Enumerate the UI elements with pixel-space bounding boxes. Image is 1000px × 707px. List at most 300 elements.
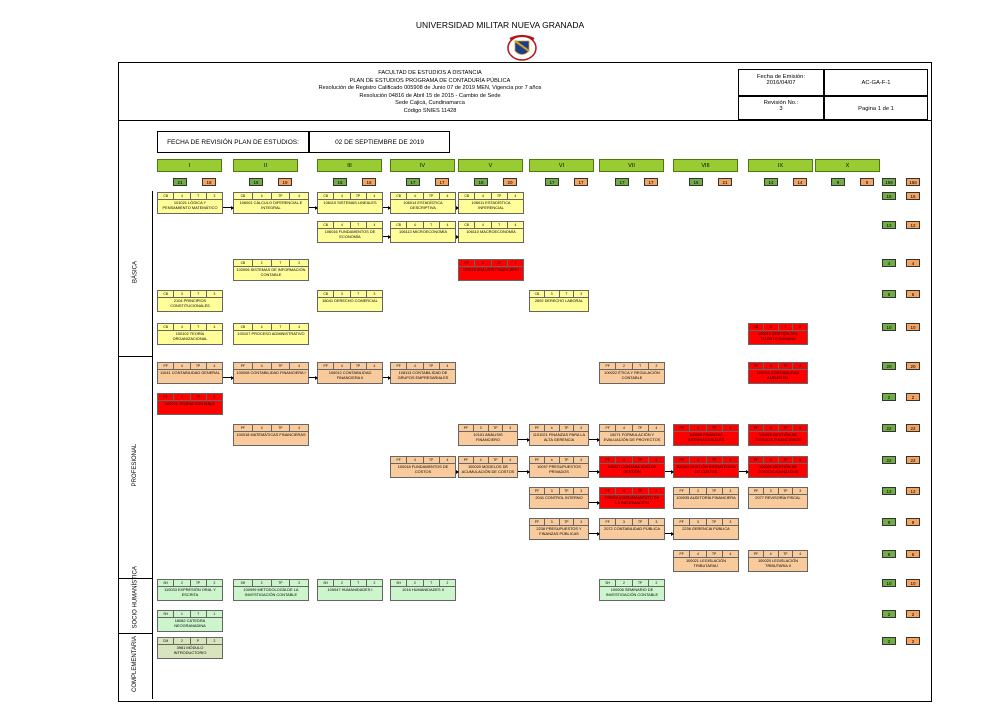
row-total-a: 22 [882,424,896,432]
course-attribute: 4 [298,364,301,368]
course-card [748,456,808,478]
course-name: 102006 SISTEMAS DE INFORMACIÓN CONTABLE [236,267,306,277]
course-card [529,518,589,540]
row-total-a: 12 [882,221,896,229]
course-attribute: SH [158,611,174,617]
course-attribute: 3 [509,426,512,430]
course-attribute: TP [560,519,575,525]
course-attribute: 4 [545,457,560,463]
course-name: 100021 LEGISLACIÓN TRIBUTARIA I [685,558,726,568]
course-attribute: 2 [213,639,216,643]
course-name: 100022 ÉTICA Y REGULACIÓN CONTABLE [604,370,660,380]
university-seal-icon [505,33,539,61]
course-attribute: CB [234,324,253,330]
course-attribute: T [492,222,508,228]
course-attribute: 4 [334,193,350,199]
course-attribute: CB [391,222,407,228]
prerequisite-arrow [589,533,599,534]
course-attribute: 4 [407,363,423,369]
course-attribute: 4 [446,458,449,462]
course-attribute: 3 [764,324,779,330]
course-attribute: 4 [373,364,376,368]
course-attribute: T [424,222,440,228]
course-card [390,362,456,384]
course-attributes [674,519,738,526]
prerequisite-arrow [223,377,233,378]
course-attribute: P [191,638,207,644]
course-attribute: CM [158,638,174,644]
course-attribute: TP [272,425,291,431]
semester-credits-b: 16 [362,178,376,186]
course-attribute: 3 [474,425,489,431]
course-attribute: CB [391,193,407,199]
semester-credits-a: 18 [249,178,263,186]
course-name: 100020 GESTIÓN DE RIESGOS FINANCIEROS [755,432,801,442]
course-attribute: 4 [213,325,216,329]
course-attribute: 4 [690,457,706,463]
course-attribute: 4 [509,458,512,462]
course-name: 100020 MODELOS DE ACUMULACIÓN DE COSTOS [461,464,515,474]
course-name: 110033 EXPRESIÓN ORAL Y ESCRITA [164,587,216,597]
area-label: BÁSICA [132,260,138,283]
header-divider [118,120,932,121]
course-attribute: CB [459,193,475,199]
course-name: 10101 ANÁLISIS FINANCIERO [473,432,503,442]
course-attribute: 3 [690,488,706,494]
course-attribute: 4 [690,425,706,431]
course-attribute: 4 [334,363,350,369]
semester-header: VI [529,159,594,172]
row-total-b: 22 [906,424,920,432]
revision-label: Revisión No.: [763,100,799,106]
area-column-divider [152,191,153,699]
course-attribute: 2 [213,581,216,585]
course-attributes [318,193,382,200]
course-card [157,290,223,312]
course-card [157,637,223,659]
course-attribute: 4 [298,325,301,329]
course-attribute: 4 [446,223,449,227]
course-name: 2041 CONTROL INTERNO [535,495,583,500]
course-name: 100019 GESTIÓN ESTRATÉGICA DE COSTOS [676,464,736,474]
area-label: SOCIO HUMANÍSTICA [132,565,138,628]
course-attribute: PF [459,457,474,463]
course-attribute: 2 [514,261,517,265]
course-attribute: TP [272,363,291,369]
revision-number: 3 [779,106,783,112]
course-attribute: PF [674,425,690,431]
course-attribute: 4 [514,223,517,227]
course-attribute: CB [234,193,253,199]
semester-header: VIII [673,159,738,172]
review-label: FECHA DE REVISIÓN PLAN DE ESTUDIOS: [157,131,309,153]
course-attribute: 4 [474,457,489,463]
course-attributes [600,519,664,526]
course-attribute: T [191,324,207,330]
course-attribute: PF [318,363,334,369]
course-attribute: 2 [334,580,350,586]
university-title: UNIVERSIDAD MILITAR NUEVA GRANADA [415,20,585,30]
prerequisite-arrow [665,533,673,534]
total-credits-a: 156 [882,178,896,186]
prerequisite-arrow [309,377,317,378]
course-name: 18041 DERECHO COMERCIAL [322,298,378,303]
course-attribute: 4 [174,363,190,369]
course-attributes [749,457,807,464]
prerequisite-arrow [456,236,458,237]
course-card [233,579,309,601]
course-attribute: 4 [373,194,376,198]
course-card [673,550,739,572]
prerequisite-arrow [383,377,390,378]
document-code: AC-GA-F-1 [824,69,928,96]
course-attribute: 4 [616,488,632,494]
course-card [529,456,589,478]
course-attributes [234,324,308,331]
course-card [458,192,524,214]
prerequisite-arrow [589,439,599,440]
row-total-a: 9 [882,518,896,526]
semester-credits-a: 21 [173,178,187,186]
course-attribute: 4 [407,193,423,199]
course-attributes [749,488,807,495]
course-attribute: TP [560,488,575,494]
course-name: 106016 FUNDAMENTOS DE ECONOMÍA [324,229,376,239]
semester-header: IX [748,159,813,172]
course-attribute: TP [424,457,440,463]
page-number: Pagina 1 de 1 [824,96,928,120]
course-attribute: 1 [174,611,190,617]
change-line: Resolución 04816 de Abril 15 de 2015 - Cambio de Sede [359,92,501,99]
course-attribute: T [272,260,291,266]
prerequisite-arrow [383,236,390,237]
prerequisite-arrow [518,471,529,472]
course-attribute: 2 [298,581,301,585]
semester-credits-a: 16 [333,178,347,186]
course-name: 100018 FUNDAMENTOS DE COSTOS [397,464,449,474]
course-attributes [318,291,382,298]
course-attributes [234,260,308,267]
course-attribute: 4 [446,364,449,368]
course-attribute: 4 [514,194,517,198]
course-attribute: 4 [298,194,301,198]
prerequisite-arrow [223,207,233,208]
course-attribute: SH [600,580,616,586]
course-attribute: 4 [616,425,632,431]
course-attribute: CB [318,291,334,297]
course-attribute: 4 [475,222,491,228]
row-total-a: 6 [882,550,896,558]
area-label: PROFESIONAL [132,443,138,487]
course-attribute: T [424,580,440,586]
course-attributes [459,222,523,229]
course-attribute: TP [633,519,649,525]
course-attribute: 3 [545,519,560,525]
course-attribute: 4 [298,426,301,430]
row-total-a: 2 [882,393,896,401]
course-card [529,487,589,509]
course-attribute: T [351,222,367,228]
course-attribute: TP [424,193,440,199]
campus-line: Sede Cajicá, Cundinamarca [395,100,465,107]
semester-header: X [815,159,880,172]
row-total-b: 22 [906,456,920,464]
course-card [390,456,456,478]
course-attribute: 1 [213,612,216,616]
course-attribute: 3 [690,519,706,525]
row-total-a: 10 [882,323,896,331]
course-attributes [158,193,222,200]
course-attributes [749,363,807,370]
course-card [390,221,456,243]
course-attribute: 4 [446,194,449,198]
course-attribute: 4 [580,426,583,430]
course-attribute: 4 [655,458,658,462]
course-attribute: TP [633,457,649,463]
course-attributes [459,193,523,200]
emission-date-box [738,69,824,96]
course-attribute: PF [600,425,616,431]
course-attribute: TP [779,488,794,494]
course-attribute: 4 [253,324,272,330]
course-attribute: TP [707,488,723,494]
semester-header: IV [390,159,455,172]
row-total-a: 20 [882,362,896,370]
course-attribute: TP [779,551,794,557]
course-name: 106014 ESTADÍSTICA DESCRIPTIVA [403,200,443,210]
course-attribute: 2 [616,580,632,586]
review-date: 02 DE SEPTIEMBRE DE 2019 [309,131,450,153]
prerequisite-arrow [589,502,599,503]
course-attribute: 4 [764,425,779,431]
course-card [157,579,223,601]
course-attribute: TP [492,193,508,199]
course-attributes [234,193,308,200]
course-attribute: 4 [799,458,802,462]
course-attribute: 4 [334,222,350,228]
course-attribute: PF [600,519,616,525]
course-name: 2104 PRINCIPIOS CONSTITUCIONALES [170,298,210,308]
course-card [458,259,524,281]
course-attribute: 4 [799,552,802,556]
prerequisite-arrow [589,471,599,472]
course-name: 2236 GERENCIA PÚBLICA [682,526,730,531]
course-attributes [600,457,664,464]
course-name: 106110 SISTEMAS LINEALES [323,200,377,205]
course-attributes [158,324,222,331]
course-attribute: PF [749,363,764,369]
course-attribute: CB [158,324,174,330]
course-attribute: 3 [334,291,350,297]
course-attribute: 3 [799,325,802,329]
course-attribute: 3 [616,519,632,525]
course-name: 2077 REVISORÍA FISCAL [755,495,801,500]
semester-credits-a: 9 [831,178,845,186]
course-card [673,424,739,446]
course-attribute: 4 [174,324,190,330]
course-attribute: 4 [616,457,632,463]
course-attributes [530,457,588,464]
course-attribute: SH [391,580,407,586]
row-total-b: 15 [906,192,920,200]
course-card [317,290,383,312]
course-card [317,221,383,243]
course-attributes [530,488,588,495]
row-total-a: 15 [882,192,896,200]
area-label-box [118,633,152,699]
course-attribute: 4 [655,489,658,493]
course-attribute: TP [560,457,575,463]
course-card [599,362,665,384]
course-name: 11041 CONTABILIDAD GENERAL [160,370,220,375]
course-attribute: 3 [764,488,779,494]
course-attribute: 4 [373,223,376,227]
course-attributes [749,324,807,331]
course-attribute: 3 [580,292,583,296]
semester-header: I [157,159,222,172]
course-attributes [234,363,308,370]
course-card [317,579,383,601]
course-name: 100008 CONTABILIDAD FINANCIERA I [236,370,306,375]
course-attribute: SH [234,580,253,586]
course-attributes [158,611,222,618]
course-attribute: CB [158,291,174,297]
course-name: 100018 MATEMÁTICAS FINANCIERAS [236,432,306,437]
row-total-b: 20 [906,362,920,370]
course-attribute: T [191,291,207,297]
semester-header: III [317,159,382,172]
course-attribute: T [191,193,207,199]
course-attribute: T [351,580,367,586]
semester-credits-a: 18 [474,178,488,186]
row-total-a: 12 [882,487,896,495]
course-card [673,487,739,509]
course-attribute: PF [674,551,690,557]
row-total-b: 2 [906,610,920,618]
course-attribute: 3 [213,292,216,296]
semester-credits-a: 17 [406,178,420,186]
course-card [673,456,739,478]
course-attribute: TP [272,580,291,586]
course-attribute: 4 [213,364,216,368]
course-attribute: TP [191,363,207,369]
course-name: 102015 ANÁLISIS FINANCIERO [462,267,520,272]
course-attribute: 4 [799,426,802,430]
course-attribute: TP [779,363,794,369]
course-attribute: PF [234,363,253,369]
course-attribute: 2 [253,260,272,266]
course-attribute: 2 [373,581,376,585]
course-attribute: 2 [446,581,449,585]
row-total-b: 10 [906,323,920,331]
course-attribute: 4 [729,458,732,462]
course-card [458,456,518,478]
course-name: 18082 CÁTEDRA NEOGRANADINA [174,618,206,628]
course-attribute: 3 [373,292,376,296]
course-card [157,393,223,415]
course-attribute: 2 [655,581,658,585]
total-credits-b: 156 [906,178,920,186]
course-name: 108113 CONTABILIDAD DE GRUPOS EMPRESARIALES [397,370,449,380]
course-name: 100028 ASEGURAMIENTO DE LA INFORMACIÓN [604,495,660,505]
course-attribute: TP [351,363,367,369]
course-card [599,456,665,478]
row-total-b: 12 [906,221,920,229]
course-attribute: 4 [253,193,272,199]
course-card [529,290,589,312]
row-total-a: 2 [882,637,896,645]
course-attribute: PF [674,519,690,525]
row-total-b: 6 [906,290,920,298]
row-total-a: 6 [882,290,896,298]
course-card [748,487,808,509]
semester-credits-b: 17 [574,178,588,186]
course-attribute: TP [351,193,367,199]
course-card [233,424,309,446]
prerequisite-arrow [739,471,748,472]
course-name: 100012 CONTABILIDAD FINANCIERA II [328,370,372,380]
semester-credits-b: 19 [278,178,292,186]
course-attribute: PF [530,488,545,494]
course-attribute: 4 [253,425,272,431]
prerequisite-arrow [383,207,390,208]
course-attribute: TP [779,457,794,463]
course-attribute: TP [424,363,440,369]
resolution-line: Resolución de Registro Calificado 005908 de Junio 07 de 2019 MEN, Vigencia por 7 años [318,85,542,92]
course-card [599,487,665,509]
semester-credits-b: 18 [202,178,216,186]
row-total-b: 2 [906,637,920,645]
course-name: 1101021 FINANZAS PARA LA ALTA GERENCIA [532,432,586,442]
course-attribute: 4 [475,193,491,199]
course-name: 100021 TEORÍA CONTABLE [164,401,216,406]
row-total-b: 10 [906,579,920,587]
course-attribute: 2 [298,261,301,265]
course-attribute: 2 [174,638,190,644]
semester-credits-a: 15 [689,178,703,186]
course-attribute: 3 [580,489,583,493]
course-card [748,362,808,384]
course-attribute: PF [530,457,545,463]
course-attribute: T [191,611,207,617]
emission-date: 2016/04/07 [766,80,796,86]
course-name: 100102 TEORÍA ORGANIZACIONAL [172,331,208,341]
course-attribute: CB [459,222,475,228]
course-attribute: PF [234,425,253,431]
course-name: 100026 FINANZAS INTERNACIONALES [687,432,725,442]
course-attribute: 4 [764,551,779,557]
course-attributes [674,425,738,432]
course-attributes [158,291,222,298]
course-attributes [530,519,588,526]
row-total-a: 4 [882,259,896,267]
course-attribute: T [272,324,291,330]
course-name: 100016 CONTABILIDAD AMBIENTAL [756,370,800,380]
course-attributes [158,363,222,370]
course-attributes [674,551,738,558]
course-name: 100029 GESTIÓN DE COSTOS AVANZADOS [757,464,799,474]
semester-header: VII [599,159,664,172]
course-attribute: 3 [799,489,802,493]
course-card [317,192,383,214]
course-card [748,323,808,345]
course-attribute: PF [459,260,475,266]
course-name: 3981 MÓDULO INTRODUCTORIO [173,645,207,655]
course-attributes [674,488,738,495]
course-card [673,518,739,540]
course-attribute: PF [674,457,690,463]
course-attribute: TP [779,425,794,431]
